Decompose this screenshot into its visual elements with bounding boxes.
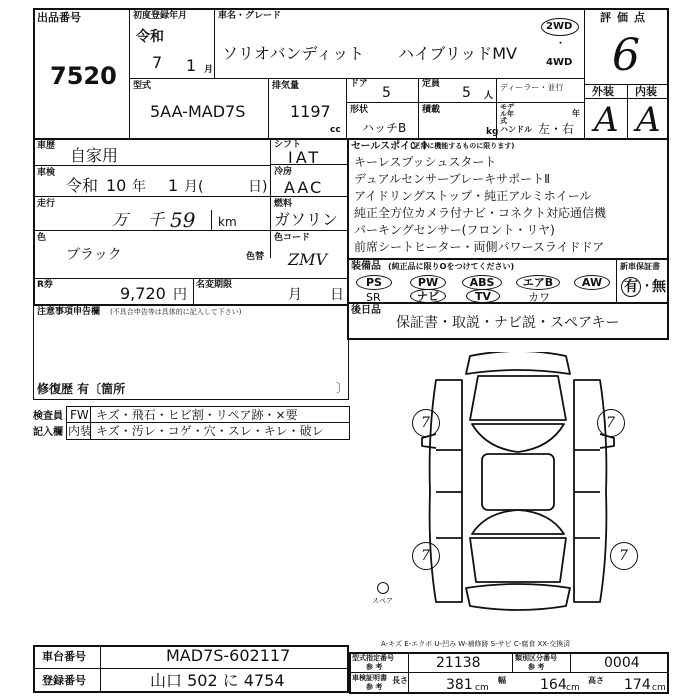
sales-points-list [354, 156, 666, 258]
sales-point-item: パーキングセンサー(フロント・リヤ) [354, 223, 555, 237]
spare-tire-icon [377, 582, 389, 594]
equip-pw: PW [410, 275, 446, 290]
plate-label: 登録番号 [42, 674, 86, 687]
equip-tv: TV [466, 289, 500, 303]
capacity-value: 5 [462, 85, 471, 101]
model-year-label: モデル年式 [500, 103, 514, 125]
equipment-hint: (純正品に限りOをつけてください) [388, 262, 515, 271]
mileage-man: 万 [112, 210, 129, 229]
recycle-amount: 9,720 [120, 284, 166, 303]
inspection-era: 令和 [66, 176, 99, 195]
equip-ps: PS [356, 275, 392, 290]
first-reg-label: 初度登録年月 [133, 11, 188, 21]
drive-dot: ・ [556, 39, 566, 49]
front-bumper-outline [466, 352, 570, 374]
load-label: 積載 [422, 105, 441, 115]
rear-glass-outline [472, 510, 564, 534]
tailgate-outline [470, 538, 566, 582]
car-body-diagram [400, 352, 636, 634]
type-spec-value: 21138 [436, 655, 481, 671]
color-code-value: ZMV [288, 250, 328, 269]
interior-grade: A [636, 100, 661, 140]
warranty-yes: 有 [624, 279, 638, 295]
ac-label: 冷房 [274, 167, 293, 177]
sales-points-hint: (正常に機能するものに限ります) [410, 142, 515, 150]
width-unit: cm [566, 683, 580, 693]
handle-value: 左・右 [538, 122, 575, 136]
month-unit: 月 [204, 65, 214, 75]
sales-point-item: 純正全方位カメラ付ナビ・コネクト対応通信機 [354, 206, 607, 220]
equip-leather: カワ [528, 291, 550, 304]
equip-sr: SR [366, 291, 381, 304]
spare-label: スペア [372, 597, 393, 605]
exterior-label: 外装 [592, 85, 614, 98]
color-code-label: 色コード [274, 233, 311, 243]
inspector-label-2: 記入欄 [33, 427, 63, 438]
equipment-title: 装備品 [351, 261, 381, 272]
equip-abs: ABS [462, 275, 502, 290]
shape-value: ハッチB [362, 121, 407, 135]
first-reg-month: 1 [186, 56, 197, 75]
shift-label: シフト [274, 140, 302, 150]
sales-point-item: 前席シートヒーター・両側パワースライドドア [354, 240, 605, 254]
recycle-unit: 円 [173, 287, 187, 303]
lot-number: 7520 [50, 62, 117, 90]
dims-sub: 参 考 [366, 683, 383, 691]
ac-value: AAC [284, 178, 324, 197]
notes-label: 注意事項申告欄 [37, 307, 101, 317]
tire-rear-right-value: 7 [619, 548, 628, 564]
repair-label: 修復歴 有〔箇所 [37, 382, 126, 396]
usage-label: 車歴 [37, 141, 56, 151]
class-value: 0004 [604, 655, 640, 671]
lot-label: 出品番号 [37, 11, 81, 24]
inspector-line2-tag: 内装 [68, 424, 93, 438]
score-value: 6 [612, 30, 640, 81]
warranty-no: 無 [652, 279, 666, 295]
doors-value: 5 [382, 85, 391, 101]
warranty-sep: ・ [640, 279, 654, 295]
class-sub: 参 考 [528, 663, 545, 671]
recycle-label: R券 [37, 280, 53, 290]
sales-point-item: キーレスプッシュスタート [354, 155, 497, 169]
roof-outline [482, 454, 554, 510]
meigi-label: 名変期限 [196, 280, 233, 290]
chassis-number: MAD7S-602117 [166, 646, 291, 665]
dims-label: 車検証明書 [352, 674, 387, 682]
length-unit: cm [475, 683, 489, 693]
model-year-unit: 年 [572, 109, 580, 118]
color-value: ブラック [66, 247, 122, 263]
inspection-day-unit: 日) [248, 179, 268, 195]
meigi-month: 月 [288, 287, 302, 303]
score-label: 評価点 [600, 11, 651, 24]
inspector-label-1: 検査員 [33, 411, 63, 422]
repair-close: 〕 [336, 381, 349, 395]
equip-aw: AW [574, 275, 610, 290]
new-car-warranty-label: 新車保証書 [620, 262, 660, 271]
sales-point-item: デュアルセンサーブレーキサポートⅡ [354, 172, 550, 186]
type-spec-label: 型式指定番号 [352, 654, 394, 662]
doors-label: ドア [350, 79, 368, 89]
first-reg-year: 7 [152, 53, 163, 72]
meigi-day: 日 [330, 287, 344, 303]
inspection-label: 車検 [37, 168, 56, 178]
fuel-label: 燃料 [274, 199, 293, 209]
mileage-value: 59 [170, 208, 196, 232]
color-label: 色 [37, 233, 47, 243]
displacement-label: 排気量 [272, 81, 300, 91]
exterior-grade: A [594, 100, 619, 140]
width-label: 幅 [498, 676, 506, 685]
plate-number: 山口 502 に 4754 [150, 671, 285, 690]
extras-value: 保証書・取説・ナビ説・スペアキー [396, 315, 620, 331]
sales-points-title: セールスポイント [351, 141, 431, 152]
capacity-label: 定員 [422, 79, 441, 89]
type-code: 5AA-MAD7S [150, 102, 246, 121]
fuel-value: ガソリン [274, 210, 339, 229]
mileage-unit: km [218, 215, 237, 229]
model-grade: ハイブリッドMV [398, 44, 517, 63]
sales-point-item: アイドリングストップ・純正アルミホイール [354, 189, 592, 203]
equip-airbag: エアB [516, 275, 560, 290]
notes-hint: (不具合申告等は具体的に記入して下さい) [110, 308, 242, 316]
inspection-year-unit: 年 [132, 179, 146, 195]
usage-value: 自家用 [70, 146, 119, 165]
width-value: 164 [540, 677, 567, 693]
length-value: 381 [446, 677, 473, 693]
model-name: ソリオバンディット [222, 44, 365, 63]
windshield-outline [472, 424, 564, 452]
chassis-label: 車台番号 [42, 650, 86, 663]
mileage-sen: 千 [148, 210, 165, 229]
color-change-label: 色替 [246, 252, 265, 262]
damage-legend: A-キズ E-エクボ U-凹み W-補修跡 S-サビ C-腐食 XX-交換済 [381, 640, 571, 648]
inspector-line1: キズ・飛石・ヒビ割・リペア跡・×要 [96, 408, 298, 422]
model-grade-label: 車名・グレード [218, 11, 282, 21]
inspection-month-unit: 月( [184, 179, 204, 195]
interior-label: 内装 [635, 85, 657, 98]
capacity-unit: 人 [484, 91, 494, 101]
inspector-line2: キズ・汚レ・コゲ・穴・スレ・キレ・破レ [96, 424, 324, 438]
handle-label: ハンドル [500, 125, 532, 134]
height-unit: cm [652, 683, 666, 693]
first-reg-era: 令和 [136, 29, 164, 45]
type-spec-sub: 参 考 [366, 663, 383, 671]
mileage-label: 走行 [37, 199, 56, 209]
tire-front-left-value: 7 [421, 415, 430, 431]
height-label: 高さ [588, 676, 604, 685]
hood-outline [470, 376, 566, 420]
extras-label: 後日品 [351, 305, 381, 316]
shape-label: 形状 [350, 105, 369, 115]
displacement-value: 1197 [290, 102, 331, 121]
load-unit: kg [486, 127, 499, 137]
height-value: 174 [624, 677, 651, 693]
inspector-line1-tag: FW [70, 408, 89, 422]
inspection-month: 1 [168, 176, 179, 195]
displacement-unit: cc [330, 125, 341, 135]
dealer-label: ディーラー・並行 [500, 83, 564, 92]
tire-rear-left-value: 7 [421, 548, 430, 564]
tire-front-right-value: 7 [606, 415, 615, 431]
length-label: 長さ [392, 676, 408, 685]
class-label: 類別区分番号 [515, 654, 557, 662]
rear-bumper-outline [466, 584, 570, 610]
drive-2wd: 2WD [546, 21, 573, 32]
type-label: 型式 [133, 81, 152, 91]
equip-navi: ナビ [410, 289, 446, 303]
drive-4wd: 4WD [546, 57, 573, 68]
inspection-year: 10 [106, 176, 127, 195]
shift-value: IAT [288, 148, 322, 167]
